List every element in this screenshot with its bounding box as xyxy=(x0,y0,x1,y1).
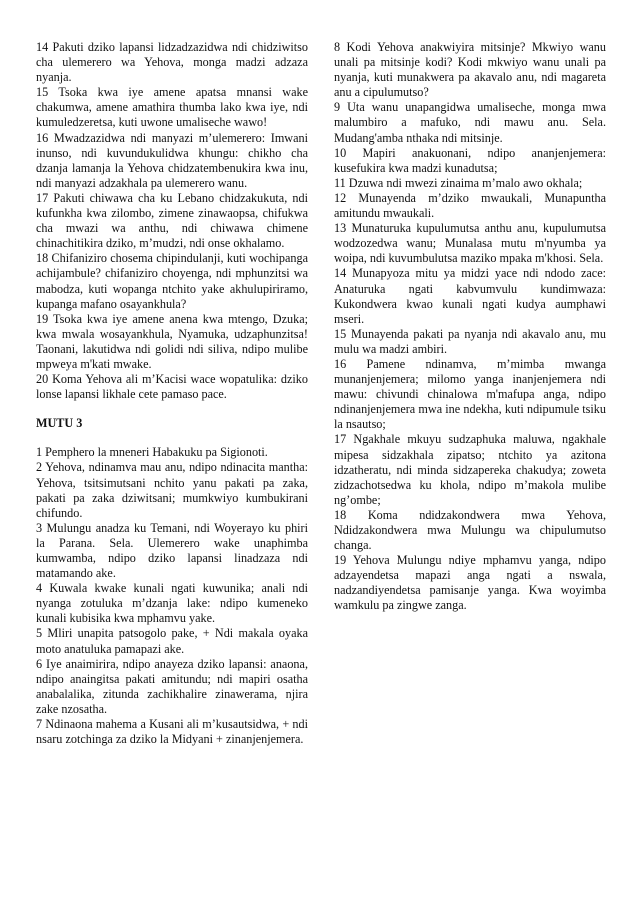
verse-paragraph: 19 Yehova Mulungu ndiye mphamvu yanga, ndipo adzayendetsa mapazi anga ngati a nswala, nadzandiyendetsa pamisanje yanga. Kwa woyimba wamkulu pa zingwe zanga. xyxy=(334,553,606,613)
verse-paragraph: 16 Pamene ndinamva, m’mimba mwanga munanjenjemera; milomo yanga inanjenjemera ndi mawu: chivundi chinalowa m'mafupa anga, ndipo ndinanjenjemera mwa ine ndekha, kuti ndipumule tsiku la nsautso; xyxy=(334,356,606,432)
verse-paragraph: 18 Chifaniziro chosema chipindulanji, kuti wochipanga achijambule? chifaniziro choyenga, ndi mphunzitsi wa mabodza, kuti wopanga ntchito yake akhulupiriramo, kupanga mafano osayankhula? xyxy=(36,251,308,311)
verse-paragraph: 5 Mliri unapita patsogolo pake, + Ndi makala oyaka moto anatuluka pamapazi ake. xyxy=(36,626,308,656)
verse-paragraph: 10 Mapiri anakuonani, ndipo ananjenjemera: kusefukira kwa madzi kunadutsa; xyxy=(334,145,606,175)
verse-paragraph: 9 Uta wanu unapangidwa umaliseche, monga mwa malumbiro a mafuko, ndi mawu anu. Sela. Mudang'amba nthaka ndi mitsinje. xyxy=(334,100,606,145)
verse-paragraph: 12 Munayenda m’dziko mwaukali, Munapuntha amitundu mwaukali. xyxy=(334,190,606,221)
verse-paragraph: 1 Pemphero la mneneri Habakuku pa Sigionoti. xyxy=(36,445,268,460)
document-page xyxy=(36,40,606,880)
verse-paragraph: 13 Munaturuka kupulumutsa anthu anu, kupulumutsa wodzozedwa wanu; Munalasa mutu m'nyumba ya woipa, ndi kuvumbulutsa maziko mpaka m'khosi. Sela. xyxy=(334,221,606,266)
verse-paragraph: 15 Tsoka kwa iye amene apatsa mnansi wake chakumwa, amene amathira thumba lako kwa iye, ndi kumuledzeretsa, kuti uwone umaliseche wawo! xyxy=(36,85,308,130)
verse-paragraph: 8 Kodi Yehova anakwiyira mitsinje? Mkwiyo wanu unali pa mitsinje kodi? Kodi mkwiyo wanu unali pa nyanja, kuti munakwera pa akavalo anu, ndi magareta anu a cipulumutso? xyxy=(334,40,606,100)
verse-paragraph: 14 Pakuti dziko lapansi lidzadzazidwa ndi chidziwitso cha ulemerero wa Yehova, monga madzi adzaza nyanja. xyxy=(36,40,308,85)
chapter-heading: MUTU 3 xyxy=(36,416,83,431)
verse-paragraph: 14 Munapyoza mitu ya midzi yace ndi ndodo zace: Anaturuka ngati kabvumvulu kundimwaza: Kukondwera kwao kunali ngati kudya aumphawi mseri. xyxy=(334,266,606,326)
verse-paragraph: 3 Mulungu anadza ku Temani, ndi Woyerayo ku phiri la Parana. Sela. Ulemerero wake unaphimba kumwamba, ndipo dziko lapansi linadzaza ndi matamando ake. xyxy=(36,520,308,581)
verse-paragraph: 17 Pakuti chiwawa cha ku Lebano chidzakukuta, ndi kufunkha kwa zilombo, zimene zinawaopsa, chifukwa cha mwazi wa anthu, ndi chiwawa chimene chinachitikira dziko, m’mudzi, ndi onse okhalamo. xyxy=(36,190,308,251)
left-column xyxy=(36,40,308,880)
verse-paragraph: 19 Tsoka kwa iye amene anena kwa mtengo, Dzuka; kwa mwala wosayankhula, Nyamuka, udzaphunzitsa! Taonani, lakutidwa ndi golidi ndi siliva, ndipo mulibe mpweya m'kati mwake. xyxy=(36,311,308,371)
verse-paragraph: 18 Koma ndidzakondwera mwa Yehova, Ndidzakondwera mwa Mulungu wa chipulumutso changa. xyxy=(334,507,606,553)
verse-paragraph: 6 Iye anaimirira, ndipo anayeza dziko lapansi: anaona, ndipo anaingitsa pakati amitundu; ndi mapiri osatha anabalalika, zitunda zachikhalire zinawerama, njira zake nzosatha. xyxy=(36,656,308,716)
verse-paragraph: 16 Mwadzazidwa ndi manyazi m’ulemerero: Imwani inunso, ndi kuvundukulidwa khungu: chikho cha dzanja lamanja la Yehova chidzatembenukira kwa inu, ndi manyazi adzakhala pa ulemerero wanu. xyxy=(36,130,308,190)
verse-paragraph: 20 Koma Yehova ali m’Kacisi wace wopatulika: dziko lonse lapansi likhale cete pamaso pace. xyxy=(36,372,308,402)
right-column xyxy=(334,40,606,880)
verse-paragraph: 17 Ngakhale mkuyu sudzaphuka maluwa, ngakhale mipesa sidzakhala zipatso; ntchito ya azitona idzatheratu, ndi minda sidzapereka chakudya; zoweta zidzachotsedwa ku khola, ndipo m’makola mulibe ng’ombe; xyxy=(334,432,606,507)
verse-paragraph: 7 Ndinaona mahema a Kusani ali m’kusautsidwa, + ndi nsaru zotchinga za dziko la Midyani + zinanjenjemera. xyxy=(36,717,308,747)
verse-paragraph: 4 Kuwala kwake kunali ngati kuwunika; anali ndi nyanga zotuluka m’dzanja lake: ndipo kumeneko kunali kubisika kwa mphamvu yake. xyxy=(36,581,308,626)
verse-paragraph: 2 Yehova, ndinamva mau anu, ndipo ndinacita mantha: Yehova, tsitsimutsani nchito yanu pakati pa zaka, pakati pa zaka dziwitsani; mumkwiyo kumbukirani chifundo. xyxy=(36,460,308,520)
verse-paragraph: 15 Munayenda pakati pa nyanja ndi akavalo anu, mu mulu wa madzi ambiri. xyxy=(334,326,606,356)
verse-paragraph: 11 Dzuwa ndi mwezi zinaima m’malo awo okhala; xyxy=(334,175,583,190)
